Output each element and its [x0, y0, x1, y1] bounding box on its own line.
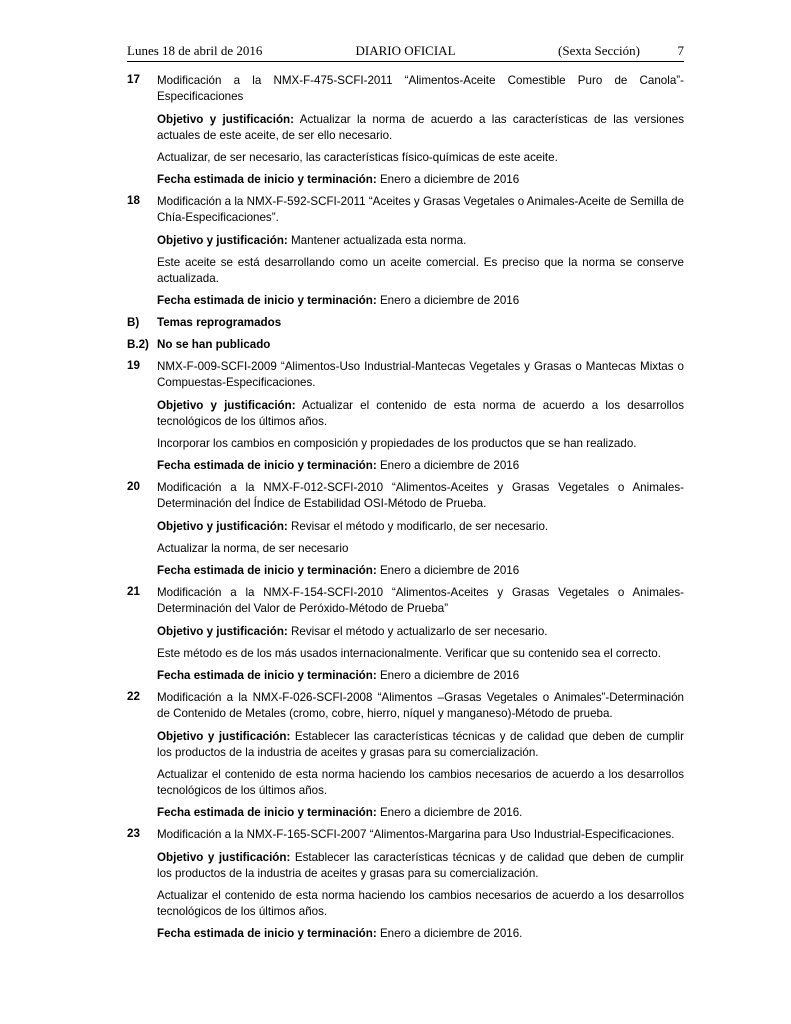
item-extra: Actualizar el contenido de esta norma haciendo los cambios necesarios de acuerdo a los desarrollos tecnológicos de los últimos años. — [157, 889, 684, 918]
item-extra: Actualizar, de ser necesario, las características físico-químicas de este aceite. — [157, 151, 558, 164]
item-dates — [157, 668, 684, 684]
dates-label: Fecha estimada de inicio y terminación: — [157, 806, 377, 819]
objective-text: Revisar el método y actualizarlo de ser necesario. — [291, 625, 548, 638]
header-title: DIARIO OFICIAL — [355, 43, 456, 58]
objective-label: Objetivo y justificación: — [157, 399, 296, 412]
dates-label: Fecha estimada de inicio y terminación: — [157, 173, 377, 186]
item-number: 18 — [127, 194, 140, 207]
page-header — [127, 41, 684, 62]
item-objective — [157, 729, 684, 761]
dates-text: Enero a diciembre de 2016 — [379, 459, 520, 472]
list-item-21 — [127, 585, 684, 684]
section-heading-b — [127, 315, 684, 331]
objective-label: Objetivo y justificación: — [157, 851, 291, 864]
objective-label: Objetivo y justificación: — [157, 234, 288, 247]
item-dates — [157, 172, 684, 188]
dates-text: Enero a diciembre de 2016 — [379, 173, 520, 186]
item-title: Modificación a la NMX-F-165-SCFI-2007 “Alimentos-Margarina para Uso Industrial-Especificaciones. — [157, 828, 675, 841]
objective-label: Objetivo y justificación: — [157, 625, 288, 638]
item-dates — [157, 805, 684, 821]
objective-label: Objetivo y justificación: — [157, 113, 295, 126]
objective-text: Revisar el método y modificarlo, de ser necesario. — [291, 520, 549, 533]
item-title: Modificación a la NMX-F-012-SCFI-2010 “Alimentos-Aceites y Grasas Vegetales o Animales-Determinación del Índice de Estabilidad OSI-Método de Prueba. — [157, 481, 684, 510]
header-section: (Sexta Sección) — [558, 43, 640, 58]
item-dates — [157, 458, 684, 474]
item-title: Modificación a la NMX-F-592-SCFI-2011 “Aceites y Grasas Vegetales o Animales-Aceite de Semilla de Chía-Especificaciones”. — [157, 195, 684, 224]
objective-text: Actualizar el contenido de esta norma de acuerdo a los desarrollos tecnológicos de los últimos años. — [157, 399, 685, 428]
item-number: 21 — [127, 585, 140, 598]
item-title: NMX-F-009-SCFI-2009 “Alimentos-Uso Industrial-Mantecas Vegetales y Grasas o Mantecas Mixtas o Compuestas-Especificaciones. — [157, 360, 684, 389]
dates-text: Enero a diciembre de 2016. — [379, 806, 523, 819]
objective-label: Objetivo y justificación: — [157, 730, 291, 743]
item-objective — [157, 398, 684, 430]
objective-text: Establecer las características técnicas y de calidad que deben de cumplir los productos de la industria de aceites y grasas para su comercialización. — [157, 851, 684, 880]
dates-text: Enero a diciembre de 2016 — [379, 294, 520, 307]
dates-label: Fecha estimada de inicio y terminación: — [157, 669, 377, 682]
list-item-19 — [127, 359, 684, 474]
dates-text: Enero a diciembre de 2016 — [379, 669, 520, 682]
item-extra: Este aceite se está desarrollando como un aceite comercial. Es preciso que la norma se conserve actualizada. — [157, 256, 684, 285]
item-number: 22 — [127, 690, 140, 703]
item-objective — [157, 624, 684, 640]
item-extra: Incorporar los cambios en composición y propiedades de los productos que se han realizado. — [157, 437, 637, 450]
dates-label: Fecha estimada de inicio y terminación: — [157, 564, 377, 577]
header-date: Lunes 18 de abril de 2016 — [127, 43, 263, 58]
list-item-23 — [127, 827, 684, 942]
dates-label: Fecha estimada de inicio y terminación: — [157, 927, 377, 940]
objective-label: Objetivo y justificación: — [157, 520, 288, 533]
objective-text: Establecer las características técnicas y de calidad que deben de cumplir los productos de la industria de aceites y grasas para su comercialización. — [157, 730, 684, 759]
item-objective — [157, 233, 684, 249]
dates-label: Fecha estimada de inicio y terminación: — [157, 294, 377, 307]
objective-text: Actualizar la norma de acuerdo a las características de las versiones actuales de este aceite, de ser ello necesario. — [157, 113, 684, 142]
item-title: Modificación a la NMX-F-154-SCFI-2010 “Alimentos-Aceites y Grasas Vegetales o Animales-Determinación del Valor de Peróxido-Método de Prueba” — [157, 586, 684, 615]
item-number: 17 — [127, 73, 140, 86]
list-item-18 — [127, 194, 684, 309]
item-objective — [157, 519, 684, 535]
item-extra: Actualizar el contenido de esta norma haciendo los cambios necesarios de acuerdo a los desarrollos tecnológicos de los últimos años. — [157, 768, 684, 797]
list-item-17 — [127, 73, 684, 188]
dates-text: Enero a diciembre de 2016. — [379, 927, 523, 940]
document-body — [127, 73, 684, 948]
heading-number: B) — [127, 316, 140, 329]
item-dates — [157, 293, 684, 309]
item-number: 23 — [127, 827, 140, 840]
item-title: Modificación a la NMX-F-475-SCFI-2011 “Alimentos-Aceite Comestible Puro de Canola”-Especificaciones — [157, 74, 684, 103]
dates-text: Enero a diciembre de 2016 — [379, 564, 520, 577]
objective-text: Mantener actualizada esta norma. — [291, 234, 467, 247]
item-title: Modificación a la NMX-F-026-SCFI-2008 “Alimentos –Grasas Vegetales o Animales”-Determinación de Contenido de Metales (cromo, cobre, hierro, níquel y manganeso)-Método de prueba. — [157, 691, 684, 720]
heading-text: No se han publicado — [157, 338, 271, 351]
item-objective — [157, 112, 684, 144]
header-page-number: 7 — [677, 43, 684, 58]
item-dates — [157, 563, 684, 579]
item-extra: Actualizar la norma, de ser necesario — [157, 542, 349, 555]
heading-text: Temas reprogramados — [157, 316, 282, 329]
heading-number: B.2) — [127, 338, 149, 351]
list-item-22 — [127, 690, 684, 821]
item-number: 20 — [127, 480, 140, 493]
section-heading-b2 — [127, 337, 684, 353]
item-objective — [157, 850, 684, 882]
list-item-20 — [127, 480, 684, 579]
item-extra: Este método es de los más usados internacionalmente. Verificar que su contenido sea el correcto. — [157, 647, 661, 660]
item-number: 19 — [127, 359, 140, 372]
item-dates — [157, 926, 684, 942]
dates-label: Fecha estimada de inicio y terminación: — [157, 459, 377, 472]
